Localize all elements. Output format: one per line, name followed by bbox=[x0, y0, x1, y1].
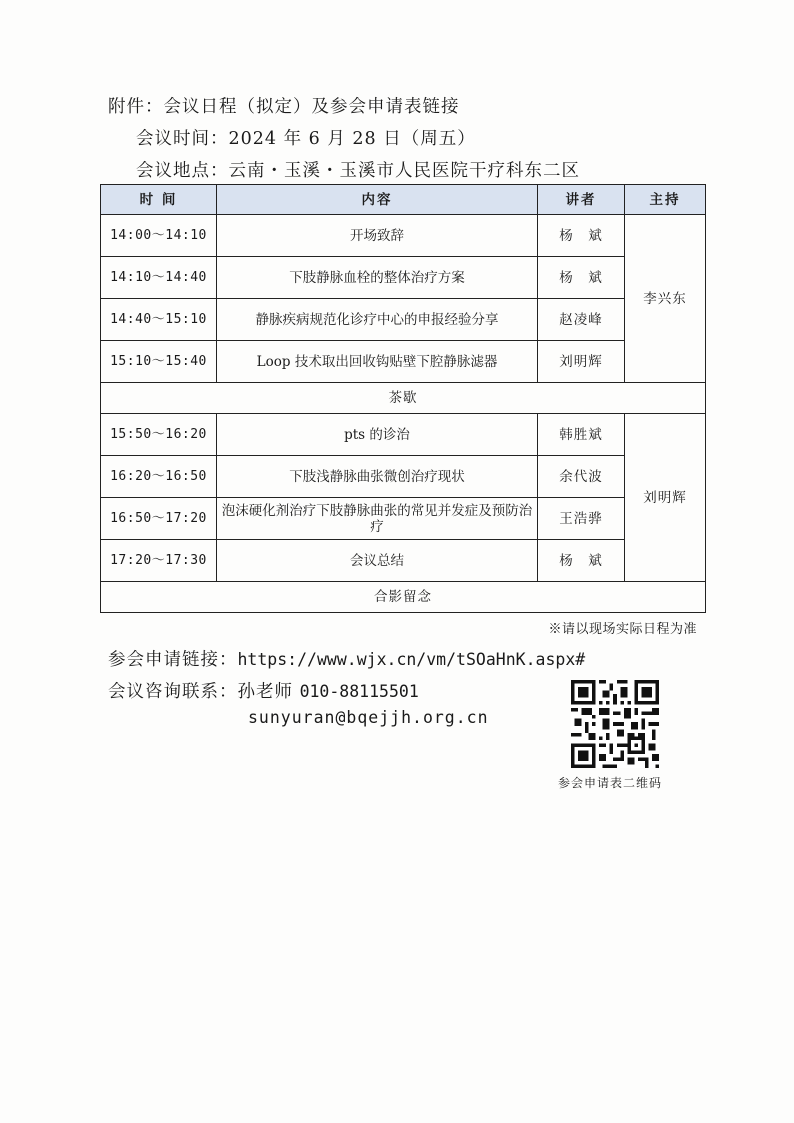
closing-row bbox=[101, 582, 706, 613]
row-time: 17:20～17:30 bbox=[101, 540, 217, 582]
header-time: 时 间 bbox=[101, 185, 217, 215]
tea-break: 茶歇 bbox=[101, 383, 706, 414]
table-row bbox=[101, 299, 706, 341]
row-speaker: 赵凌峰 bbox=[538, 299, 625, 341]
row-content: 泡沫硬化剂治疗下肢静脉曲张的常见并发症及预防治疗 bbox=[217, 498, 538, 540]
row-time: 14:00～14:10 bbox=[101, 215, 217, 257]
row-speaker: 余代波 bbox=[538, 456, 625, 498]
table-row bbox=[101, 414, 706, 456]
table-row bbox=[101, 257, 706, 299]
header-host: 主持 bbox=[625, 185, 706, 215]
meeting-venue bbox=[136, 157, 580, 182]
break-row bbox=[101, 383, 706, 414]
table-header-row bbox=[101, 185, 706, 215]
table-row bbox=[101, 341, 706, 383]
row-speaker: 杨 斌 bbox=[538, 257, 625, 299]
registration-link-label: 参会申请链接： bbox=[108, 650, 238, 670]
contact-email[interactable]: sunyuran@bqejjh.org.cn bbox=[248, 708, 489, 727]
row-time: 15:10～15:40 bbox=[101, 341, 217, 383]
row-content: 开场致辞 bbox=[217, 215, 538, 257]
row-content: 下肢静脉血栓的整体治疗方案 bbox=[217, 257, 538, 299]
row-speaker: 杨 斌 bbox=[538, 540, 625, 582]
table-row bbox=[101, 498, 706, 540]
row-speaker: 杨 斌 bbox=[538, 215, 625, 257]
contact-label: 会议咨询联系：孙老师 bbox=[108, 682, 300, 702]
row-time: 14:40～15:10 bbox=[101, 299, 217, 341]
attachment-title: 附件：会议日程（拟定）及参会申请表链接 bbox=[108, 97, 460, 117]
meeting-venue-value: 云南・玉溪・玉溪市人民医院干疗科东二区 bbox=[228, 161, 580, 181]
row-speaker: 刘明辉 bbox=[538, 341, 625, 383]
header-content: 内容 bbox=[217, 185, 538, 215]
table-row bbox=[101, 540, 706, 582]
registration-link[interactable]: https://www.wjx.cn/vm/tSOaHnK.aspx# bbox=[237, 650, 586, 669]
row-content: 会议总结 bbox=[217, 540, 538, 582]
row-time: 15:50～16:20 bbox=[101, 414, 217, 456]
row-content: pts 的诊治 bbox=[217, 414, 538, 456]
meeting-time-value: 2024 年 6 月 28 日（周五） bbox=[228, 129, 476, 149]
row-content: Loop 技术取出回收钩贴壁下腔静脉滤器 bbox=[217, 341, 538, 383]
row-time: 14:10～14:40 bbox=[101, 257, 217, 299]
row-content: 静脉疾病规范化诊疗中心的申报经验分享 bbox=[217, 299, 538, 341]
row-content: 下肢浅静脉曲张微创治疗现状 bbox=[217, 456, 538, 498]
contact-phone: 010-88115501 bbox=[299, 682, 419, 701]
header-speaker: 讲者 bbox=[538, 185, 625, 215]
qr-caption: 参会申请表二维码 bbox=[558, 776, 663, 790]
meeting-time-label: 会议时间： bbox=[136, 129, 229, 149]
schedule-note: ※请以现场实际日程为准 bbox=[548, 622, 697, 637]
group-photo: 合影留念 bbox=[101, 582, 706, 613]
row-speaker: 韩胜斌 bbox=[538, 414, 625, 456]
meeting-time bbox=[136, 125, 476, 150]
table-row bbox=[101, 215, 706, 257]
row-time: 16:50～17:20 bbox=[101, 498, 217, 540]
contact-line bbox=[108, 678, 419, 703]
row-speaker: 王浩骅 bbox=[538, 498, 625, 540]
table-row bbox=[101, 456, 706, 498]
session1-host: 李兴东 bbox=[625, 215, 706, 383]
qr-code-icon bbox=[571, 680, 659, 768]
session2-host: 刘明辉 bbox=[625, 414, 706, 582]
schedule-table bbox=[100, 184, 706, 613]
meeting-venue-label: 会议地点： bbox=[136, 161, 229, 181]
row-time: 16:20～16:50 bbox=[101, 456, 217, 498]
registration-link-line bbox=[108, 646, 585, 671]
